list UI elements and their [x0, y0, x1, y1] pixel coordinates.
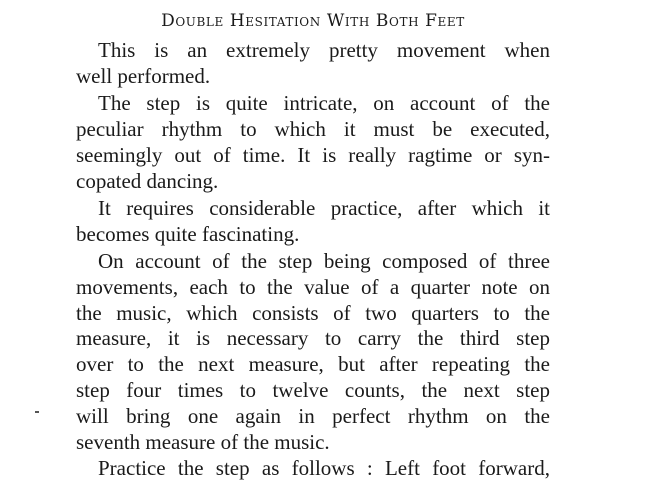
text-line: becomes quite fascinating. — [76, 222, 300, 246]
text-line: peculiar rhythm to which it must be executed, — [76, 117, 550, 141]
text-line: the music, which consists of two quarters to the — [76, 301, 550, 325]
ink-speck — [35, 411, 39, 413]
text-line: It requires considerable practice, after which it — [98, 196, 550, 220]
text-line: Practice the step as follows : Left foot forward, — [98, 456, 550, 480]
text-line: The step is quite intricate, on account of the — [98, 91, 550, 115]
text-line: movements, each to the value of a quarter note on — [76, 275, 550, 299]
text-line: This is an extremely pretty movement when — [98, 38, 550, 62]
text-line: measure, it is necessary to carry the third step — [76, 326, 550, 350]
section-heading: Double Hesitation With Both Feet — [161, 11, 465, 31]
text-line: seemingly out of time. It is really ragtime or syn- — [76, 143, 550, 167]
text-line: well performed. — [76, 64, 211, 88]
text-line: seventh measure of the music. — [76, 430, 330, 454]
text-line: will bring one again in perfect rhythm on the — [76, 404, 550, 428]
text-line: over to the next measure, but after repeating the — [76, 352, 550, 376]
text-line: step four times to twelve counts, the next step — [76, 378, 550, 402]
text-line: copated dancing. — [76, 169, 219, 193]
text-line: On account of the step being composed of three — [98, 249, 550, 273]
